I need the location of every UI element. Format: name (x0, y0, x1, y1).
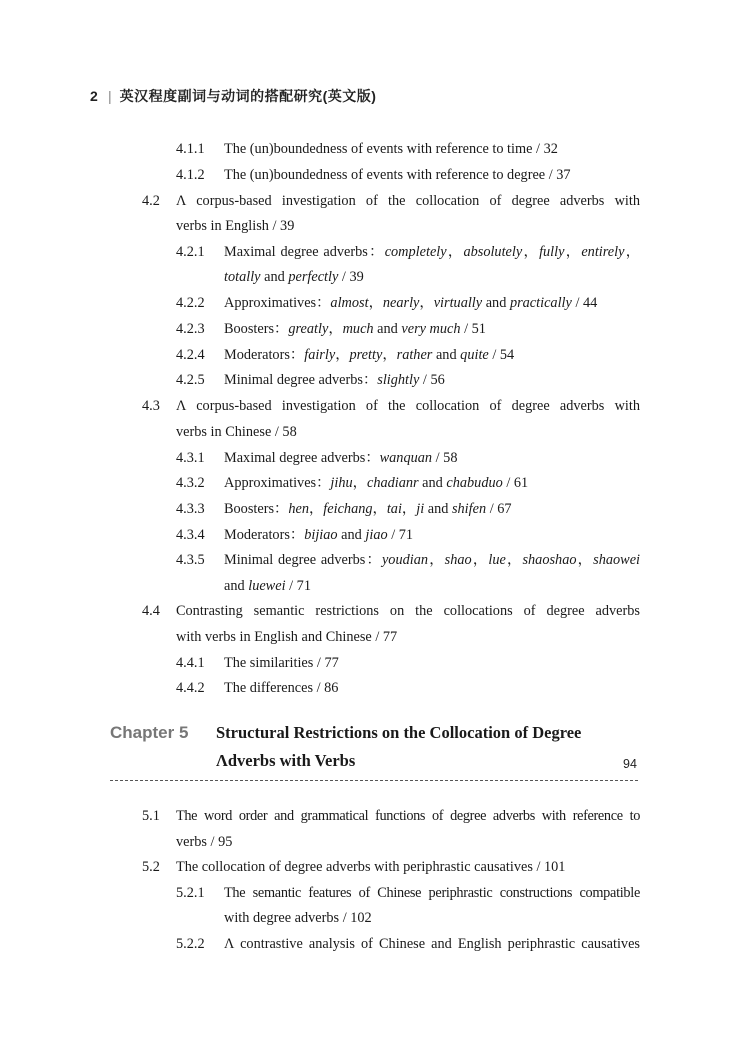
toc-entry-5-2-1[interactable] (176, 880, 640, 906)
page-ref: / 56 (419, 372, 445, 388)
term: jiao (365, 527, 388, 543)
separator: ， (446, 244, 464, 260)
section-number: 5.2.2 (176, 936, 205, 952)
page-ref: / 71 (285, 578, 311, 594)
separator: ， (428, 552, 445, 568)
section-title: The differences / 86 (224, 680, 339, 696)
separator: ， (335, 347, 350, 363)
page-ref: / 61 (502, 475, 529, 491)
header-separator: | (108, 88, 112, 104)
separator: ， (328, 321, 343, 337)
term: tai (386, 501, 402, 517)
toc-entry-4-3-2[interactable] (176, 470, 528, 496)
section-number: 4.2.2 (176, 295, 205, 311)
separator: ， (576, 552, 594, 568)
term: wanquan (379, 450, 433, 466)
conjunction: and (432, 347, 461, 363)
section-number: 4.2.1 (176, 244, 205, 260)
chapter-title-line1[interactable]: Structural Restrictions on the Collocation of Degree (216, 723, 582, 742)
term: much (342, 321, 374, 337)
toc-entry-4-2-continued: verbs in English / 39 (176, 218, 295, 234)
term: shao (444, 552, 472, 568)
toc-entry-4-2-2[interactable] (176, 290, 597, 316)
toc-entry-4-3-4[interactable] (176, 522, 413, 548)
term: rather (396, 347, 433, 363)
section-label: Approximatives： (224, 295, 331, 311)
term: nearly (382, 295, 420, 311)
section-title: Λ contrastive analysis of Chinese and English periphrastic causatives (224, 936, 640, 952)
section-number: 4.1.1 (176, 141, 205, 157)
section-number: 4.1.2 (176, 167, 205, 183)
section-label: Boosters： (224, 501, 289, 517)
term: shifen (451, 501, 487, 517)
toc-entry-5-1-continued: verbs / 95 (176, 834, 233, 850)
toc-entry-4-2-5[interactable] (176, 367, 445, 393)
section-number: 4.3.2 (176, 475, 205, 491)
section-number: 4.3.5 (176, 552, 205, 568)
section-number: 4.3 (142, 398, 160, 414)
toc-entry-5-2[interactable] (142, 854, 565, 880)
page-ref: / 71 (387, 527, 414, 543)
page-number: 2 (90, 88, 98, 104)
section-label: Maximal degree adverbs： (224, 244, 385, 260)
section-title: The semantic features of Chinese periphrastic constructions compatible (224, 885, 640, 901)
section-number: 4.3.4 (176, 527, 205, 543)
conjunction: and (373, 321, 402, 337)
section-number: 4.2.3 (176, 321, 205, 337)
term: virtually (433, 295, 483, 311)
term: feichang (323, 501, 373, 517)
term: pretty (349, 347, 383, 363)
section-title: Contrasting semantic restrictions on the collocations of degree adverbs (176, 603, 640, 619)
separator: ， (382, 347, 397, 363)
conjunction: and (418, 475, 447, 491)
section-title: Λ corpus-based investigation of the collocation of degree adverbs with (176, 193, 640, 209)
page-ref: / 39 (338, 269, 364, 285)
separator: ， (624, 244, 641, 260)
toc-entry-4-2-4[interactable] (176, 342, 514, 368)
separator: ， (401, 501, 417, 517)
toc-entry-4-2-3[interactable] (176, 316, 486, 342)
toc-entry-4-3-3[interactable] (176, 496, 512, 522)
term: fairly (304, 347, 336, 363)
term: fully (539, 244, 565, 260)
term: perfectly (288, 269, 339, 285)
toc-entry-4-2[interactable] (142, 188, 640, 214)
running-header (90, 86, 376, 106)
term: luewei (248, 578, 286, 594)
toc-entry-4-2-1-continued (224, 264, 364, 290)
term: absolutely (463, 244, 523, 260)
section-number: 5.2 (142, 859, 160, 875)
page-ref: / 44 (571, 295, 598, 311)
section-number: 4.2.5 (176, 372, 205, 388)
chapter-title-line2[interactable]: Λdverbs with Verbs (216, 751, 356, 770)
page-ref: / 58 (432, 450, 458, 466)
section-label: Boosters： (224, 321, 289, 337)
page-ref: / 54 (488, 347, 515, 363)
toc-entry-4-3-continued: verbs in Chinese / 58 (176, 424, 297, 440)
section-number: 4.4 (142, 603, 160, 619)
toc-entry-4-4-2[interactable] (176, 675, 338, 701)
term: chadianr (366, 475, 419, 491)
separator: ， (372, 501, 387, 517)
toc-entry-4-3[interactable] (142, 393, 640, 419)
separator: ， (352, 475, 367, 491)
conjunction: and (424, 501, 452, 517)
toc-entry-4-2-1[interactable] (176, 239, 640, 265)
section-label: Moderators： (224, 347, 305, 363)
toc-entry-4-4-1[interactable] (176, 650, 339, 676)
toc-entry-4-4[interactable] (142, 598, 640, 624)
book-title: 英汉程度副词与动词的搭配研究(英文版) (119, 88, 377, 104)
separator: ， (309, 501, 324, 517)
separator: ， (471, 552, 489, 568)
section-title: The collocation of degree adverbs with periphrastic causatives / 101 (176, 859, 566, 875)
section-title: Λ corpus-based investigation of the collocation of degree adverbs with (176, 398, 640, 414)
term: practically (509, 295, 572, 311)
toc-entry-4-3-5[interactable] (176, 547, 640, 573)
separator: ， (419, 295, 434, 311)
toc-entry-4-4-continued: with verbs in English and Chinese / 77 (176, 629, 398, 645)
term: shaowei (593, 552, 641, 568)
section-label: Minimal degree adverbs： (224, 372, 378, 388)
term: greatly (288, 321, 329, 337)
conjunction: and (260, 269, 289, 285)
section-number: 4.4.2 (176, 680, 205, 696)
separator: ， (564, 244, 582, 260)
section-label: Minimal degree adverbs： (224, 552, 382, 568)
section-number: 4.4.1 (176, 655, 205, 671)
term: totally (224, 269, 261, 285)
term: quite (460, 347, 489, 363)
section-number: 4.3.3 (176, 501, 205, 517)
toc-entry-4-1-1[interactable] (176, 136, 558, 162)
term: hen (288, 501, 309, 517)
term: bijiao (304, 527, 338, 543)
toc-entry-5-1[interactable] (142, 803, 640, 829)
term: slightly (377, 372, 420, 388)
section-title: The (un)boundedness of events with reference to time / 32 (224, 141, 558, 157)
separator: ， (522, 244, 540, 260)
term: jihu (330, 475, 353, 491)
section-label: Approximatives： (224, 475, 331, 491)
toc-entry-5-2-1-continued: with degree adverbs / 102 (224, 910, 372, 926)
toc-entry-4-1-2[interactable] (176, 162, 571, 188)
term: very much (401, 321, 461, 337)
term: ji (416, 501, 425, 517)
separator: ， (368, 295, 383, 311)
toc-entry-4-3-1[interactable] (176, 445, 457, 471)
term: youdian (381, 552, 429, 568)
section-label: Maximal degree adverbs： (224, 450, 380, 466)
section-title: The similarities / 77 (224, 655, 339, 671)
section-number: 5.1 (142, 808, 160, 824)
page-ref: / 51 (460, 321, 486, 337)
term: shaoshao (522, 552, 577, 568)
section-title: The word order and grammatical functions of degree adverbs with reference to (176, 808, 640, 824)
section-number: 4.2 (142, 193, 160, 209)
toc-entry-5-2-2[interactable] (176, 931, 640, 957)
toc-entry-4-3-5-continued (224, 573, 311, 599)
page-ref: / 67 (486, 501, 512, 517)
term: lue (488, 552, 506, 568)
separator: ， (505, 552, 523, 568)
section-title: The (un)boundedness of events with reference to degree / 37 (224, 167, 571, 183)
term: almost (330, 295, 369, 311)
section-number: 4.2.4 (176, 347, 205, 363)
conjunction: and (337, 527, 366, 543)
dotted-divider (110, 780, 638, 781)
section-label: Moderators： (224, 527, 305, 543)
section-number: 5.2.1 (176, 885, 205, 901)
chapter-label: Chapter 5 (110, 723, 189, 742)
chapter-page-number: 94 (623, 757, 637, 771)
term: completely (384, 244, 447, 260)
term: entirely (581, 244, 625, 260)
term: chabuduo (446, 475, 503, 491)
section-number: 4.3.1 (176, 450, 205, 466)
conjunction: and (482, 295, 510, 311)
conjunction: and (224, 578, 249, 594)
